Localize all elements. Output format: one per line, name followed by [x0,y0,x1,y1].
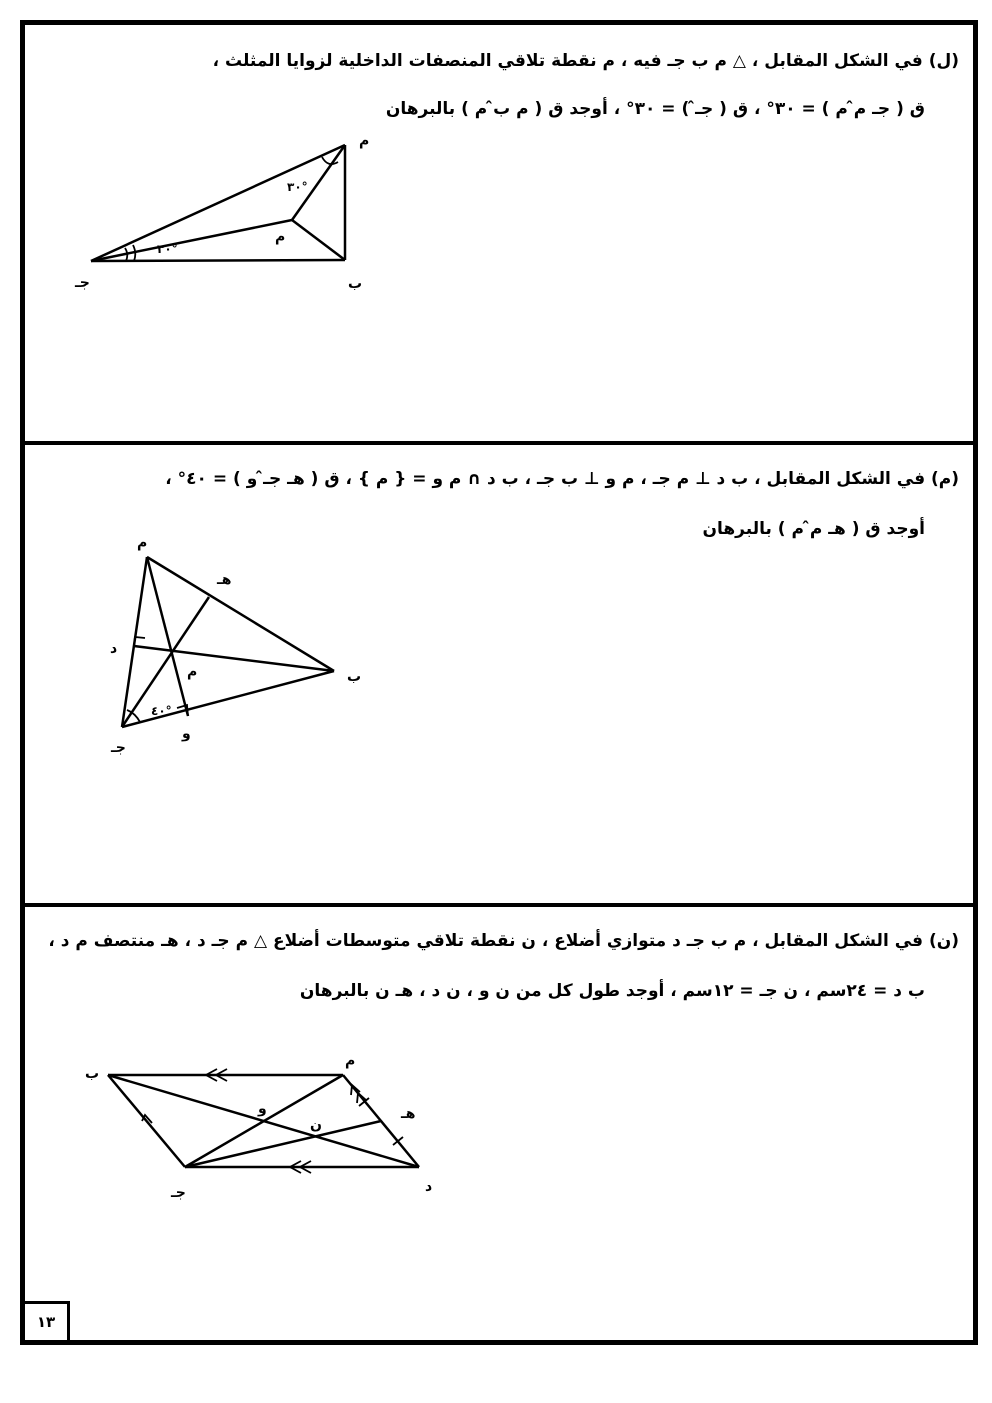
figure-m-label-m: م [187,664,198,680]
figure-parallelogram-medians [25,25,973,1340]
figure-l-angle-a: ٣٠° [287,180,308,194]
problem-l-line2: ق ( جـ ﻡ̂ م ) = ٣٠° ، ق ( جـ̂ ) = ٣٠° ، أوجد ق ( ﻡ ب̂ م ) بالبرهان [385,99,925,119]
page-number: ١٣ [25,1301,70,1340]
problem-n-line1: (ن) في الشكل المقابل ، ﻡ ب جـ د متوازي أضلاع ، ن نقطة تلاقي متوسطات أضلاع △ ﻡ جـ د ، هـ منتصف ﻡ د ، [48,931,959,951]
figure-m-label-c: جـ [111,740,126,756]
figure-m-label-h: هـ [217,572,232,588]
figure-n-label-a: ﻡ [345,1053,356,1069]
figure-l-label-a: ﻡ [359,133,370,149]
figure-m-label-b: ب [347,669,362,685]
problem-m-line1: (م) في الشكل المقابل ، ب د ⊥ ﻡ جـ ، ﻡ و ⊥ ب جـ ، ب د ∩ ﻡ و = { م } ، ق ( هـ جـ̂ و ) = ٤٠° ، [165,469,959,489]
figure-n-label-w: و [258,1101,267,1117]
problem-n-line2: ب د = ٢٤سم ، ن جـ = ١٢سم ، أوجد طول كل من ن و ، ن د ، هـ ن بالبرهان [299,981,925,1001]
figure-l-label-b: ب [348,276,363,292]
page-frame [20,20,978,1345]
figure-m-angle-c: ٤٠° [151,704,172,718]
figure-m-label-d: د [110,641,118,657]
figure-l-label-m: م [275,229,286,245]
figure-n-label-b: ب [85,1066,100,1082]
figure-n-label-n: ن [310,1117,322,1133]
figure-n-label-c: جـ [171,1185,186,1201]
figure-m-label-a: ﻡ [137,535,148,551]
problem-m-line2: أوجد ق ( هـ ﻡ̂ م ) بالبرهان [702,519,925,539]
figure-n-label-h: هـ [401,1106,416,1122]
problem-l-line1: (ل) في الشكل المقابل ، △ ﻡ ب جـ فيه ، م نقطة تلاقي المنصفات الداخلية لزوايا المثلث ، [212,51,959,71]
figure-l-angle-c: ٣٠° [157,242,178,256]
figure-n-label-d: د [425,1179,433,1195]
figure-m-label-w: و [182,726,191,742]
figure-l-label-c: جـ [75,275,90,291]
